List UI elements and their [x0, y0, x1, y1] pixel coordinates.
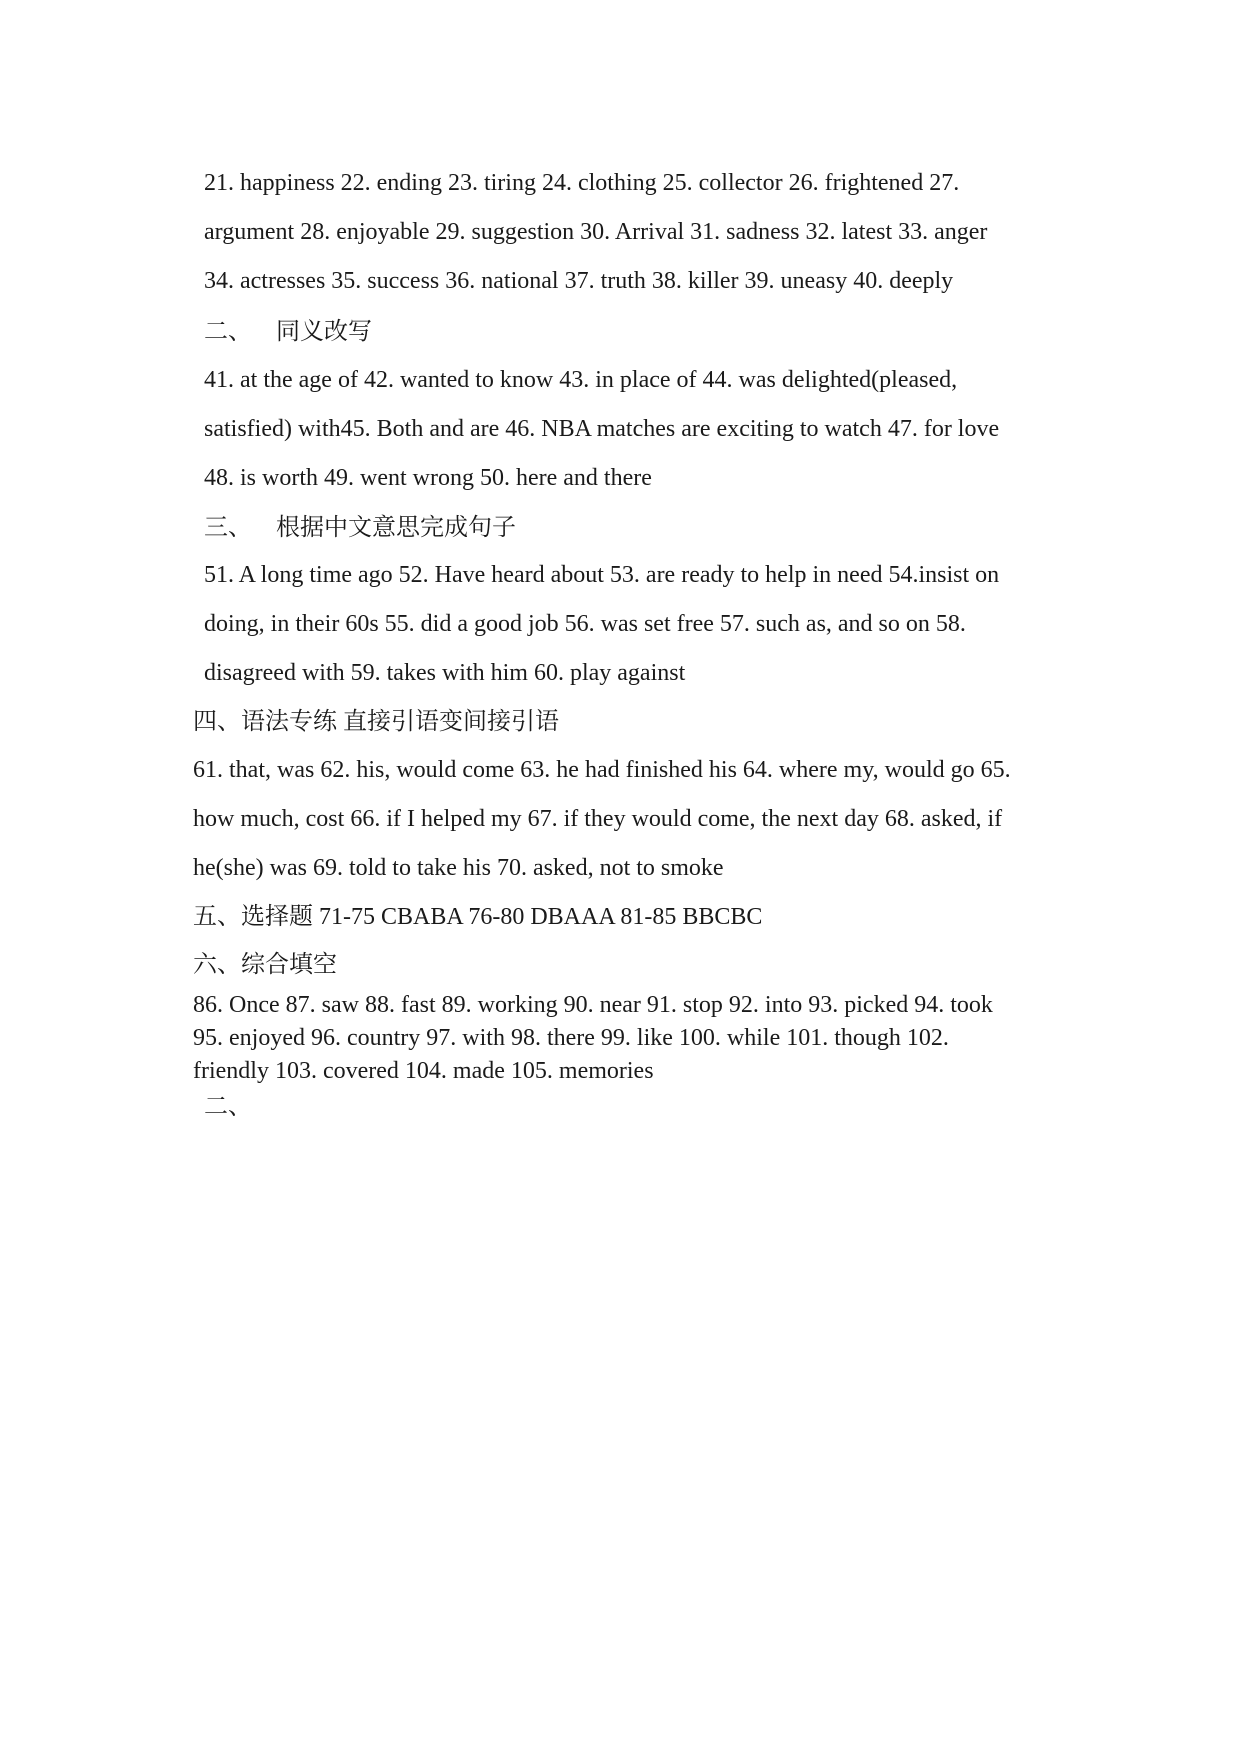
section-heading-4	[193, 707, 559, 737]
answer-line: 51. A long time ago 52. Have heard about 53. are ready to help in need 54.insist on	[204, 562, 1000, 588]
section-title: 根据中文意思完成句子	[276, 515, 516, 541]
answer-line: how much, cost 66. if I helped my 67. if they would come, the next day 68. asked, if	[193, 806, 1003, 832]
section-number: 二、	[204, 319, 252, 345]
section-number: 二、	[204, 1094, 252, 1120]
answer-line: argument 28. enjoyable 29. suggestion 30. Arrival 31. sadness 32. latest 33. anger	[204, 219, 988, 245]
answer-line: 61. that, was 62. his, would come 63. he had finished his 64. where my, would go 65.	[193, 757, 1011, 783]
section-number: 三、	[204, 515, 252, 541]
answers-61-70	[193, 746, 1011, 893]
section-text: 五、选择题 71-75 CBABA 76-80 DBAAA 81-85 BBCBC	[193, 904, 763, 930]
answers-41-50	[204, 356, 999, 503]
answer-line: 41. at the age of 42. wanted to know 43. in place of 44. was delighted(pleased,	[204, 367, 958, 393]
answers-21-40	[204, 159, 987, 306]
section-5-multiple-choice	[193, 902, 762, 932]
section-heading-3	[204, 513, 516, 543]
section-heading-6	[193, 950, 337, 980]
answer-line: he(she) was 69. told to take his 70. asked, not to smoke	[193, 855, 724, 881]
section-title: 同义改写	[276, 319, 372, 345]
section-title: 四、语法专练 直接引语变间接引语	[193, 709, 559, 735]
answer-line: doing, in their 60s 55. did a good job 56. was set free 57. such as, and so on 58.	[204, 611, 966, 637]
answer-line: friendly 103. covered 104. made 105. memories	[193, 1058, 654, 1084]
answer-line: 86. Once 87. saw 88. fast 89. working 90. near 91. stop 92. into 93. picked 94. took	[193, 992, 993, 1018]
answer-line: 34. actresses 35. success 36. national 37. truth 38. killer 39. uneasy 40. deeply	[204, 268, 954, 294]
answer-line: 21. happiness 22. ending 23. tiring 24. clothing 25. collector 26. frightened 27.	[204, 170, 960, 196]
answers-51-60	[204, 551, 999, 698]
answer-line: 48. is worth 49. went wrong 50. here and there	[204, 465, 652, 491]
answer-line: disagreed with 59. takes with him 60. play against	[204, 660, 686, 686]
answers-86-105	[193, 989, 993, 1088]
answer-line: 95. enjoyed 96. country 97. with 98. there 99. like 100. while 101. though 102.	[193, 1025, 949, 1051]
section-title: 六、综合填空	[193, 952, 337, 978]
trailing-section-number	[204, 1092, 252, 1122]
answer-line: satisfied) with45. Both and are 46. NBA matches are exciting to watch 47. for love	[204, 416, 1000, 442]
section-heading-2	[204, 317, 372, 347]
